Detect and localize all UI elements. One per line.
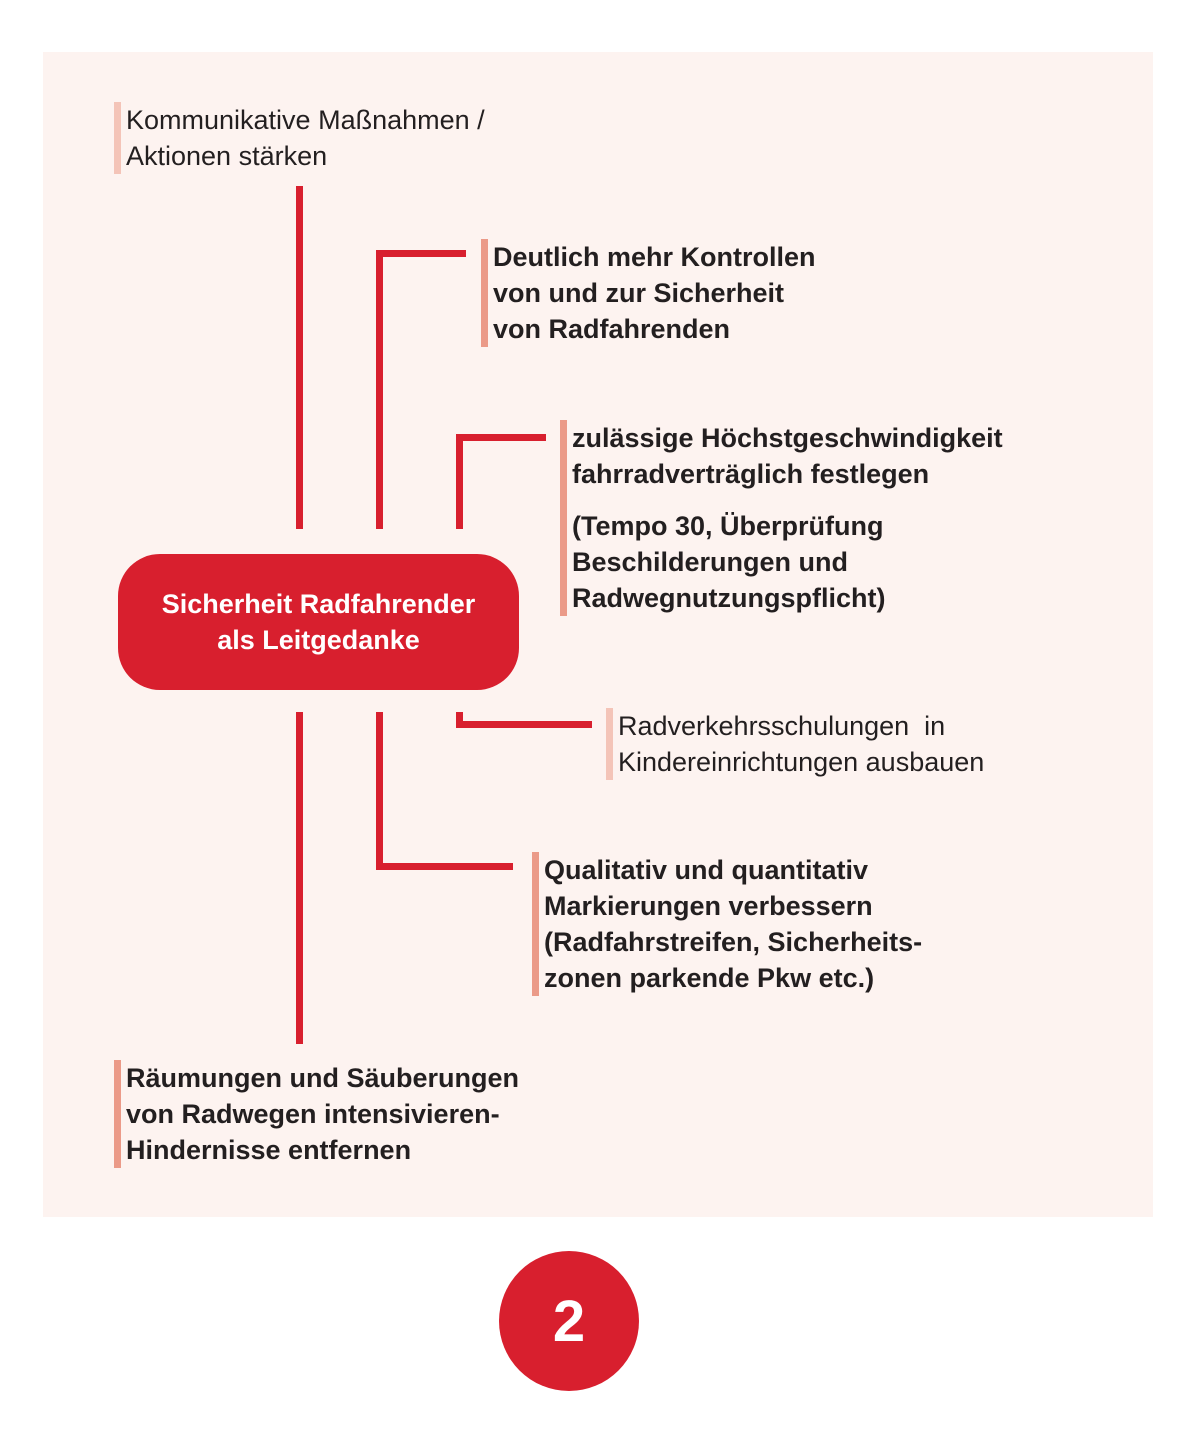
accent-bar bbox=[606, 708, 613, 780]
connector-markierungen-vertical bbox=[376, 712, 383, 870]
paragraph-gap bbox=[572, 492, 1003, 508]
branch-kommunikation bbox=[114, 102, 485, 174]
connector-hoechstgeschwindigkeit-horizontal bbox=[456, 434, 546, 441]
accent-bar bbox=[560, 420, 567, 616]
branch-raeumungen-line3: Hindernisse entfernen bbox=[126, 1135, 412, 1165]
page-number-badge bbox=[499, 1251, 639, 1391]
branch-raeumungen bbox=[114, 1060, 519, 1168]
connector-kontrollen-vertical bbox=[376, 250, 383, 529]
branch-schulungen bbox=[606, 708, 984, 780]
branch-markierungen-line4: zonen parkende Pkw etc.) bbox=[544, 963, 875, 993]
branch-hoechstgeschwindigkeit-line1: zulässige Höchstgeschwindigkeit bbox=[572, 423, 1003, 453]
hub-title-line2: als Leitgedanke bbox=[217, 625, 420, 655]
branch-raeumungen-line2: von Radwegen intensivieren- bbox=[126, 1099, 500, 1129]
branch-kontrollen-line3: von Radfahrenden bbox=[493, 314, 731, 344]
accent-bar bbox=[114, 1060, 121, 1168]
branch-kontrollen-line2: von und zur Sicherheit bbox=[493, 278, 785, 308]
connector-schulungen-horizontal bbox=[456, 721, 592, 728]
connector-kontrollen-horizontal bbox=[376, 250, 466, 257]
connector-markierungen-horizontal bbox=[376, 863, 513, 870]
connector-kommunikation-vertical bbox=[296, 186, 303, 529]
connector-raeumungen-vertical bbox=[296, 712, 303, 1044]
branch-markierungen-line3: (Radfahrstreifen, Sicherheits- bbox=[544, 927, 923, 957]
branch-schulungen-line1: Radverkehrsschulungen in bbox=[618, 711, 946, 741]
page-number: 2 bbox=[552, 1288, 586, 1354]
branch-kontrollen bbox=[481, 239, 816, 347]
branch-markierungen-line2: Markierungen verbessern bbox=[544, 891, 873, 921]
accent-bar bbox=[532, 852, 539, 996]
accent-bar bbox=[114, 102, 121, 174]
branch-markierungen bbox=[532, 852, 922, 996]
branch-hoechstgeschwindigkeit-line3: (Tempo 30, Überprüfung bbox=[572, 511, 884, 541]
branch-kommunikation-line2: Aktionen stärken bbox=[126, 141, 328, 171]
branch-markierungen-line1: Qualitativ und quantitativ bbox=[544, 855, 869, 885]
accent-bar bbox=[481, 239, 488, 347]
branch-kontrollen-line1: Deutlich mehr Kontrollen bbox=[493, 242, 816, 272]
branch-schulungen-line2: Kindereinrichtungen ausbauen bbox=[618, 747, 985, 777]
branch-hoechstgeschwindigkeit-line5: Radwegnutzungspflicht) bbox=[572, 583, 886, 613]
branch-hoechstgeschwindigkeit-line4: Beschilderungen und bbox=[572, 547, 849, 577]
central-hub bbox=[118, 554, 519, 690]
branch-hoechstgeschwindigkeit-line2: fahrradverträglich festlegen bbox=[572, 459, 930, 489]
branch-kommunikation-line1: Kommunikative Maßnahmen / bbox=[126, 105, 485, 135]
hub-title-line1: Sicherheit Radfahrender bbox=[161, 589, 476, 619]
branch-raeumungen-line1: Räumungen und Säuberungen bbox=[126, 1063, 520, 1093]
branch-hoechstgeschwindigkeit bbox=[560, 420, 1003, 616]
connector-hoechstgeschwindigkeit-vertical bbox=[456, 434, 463, 529]
